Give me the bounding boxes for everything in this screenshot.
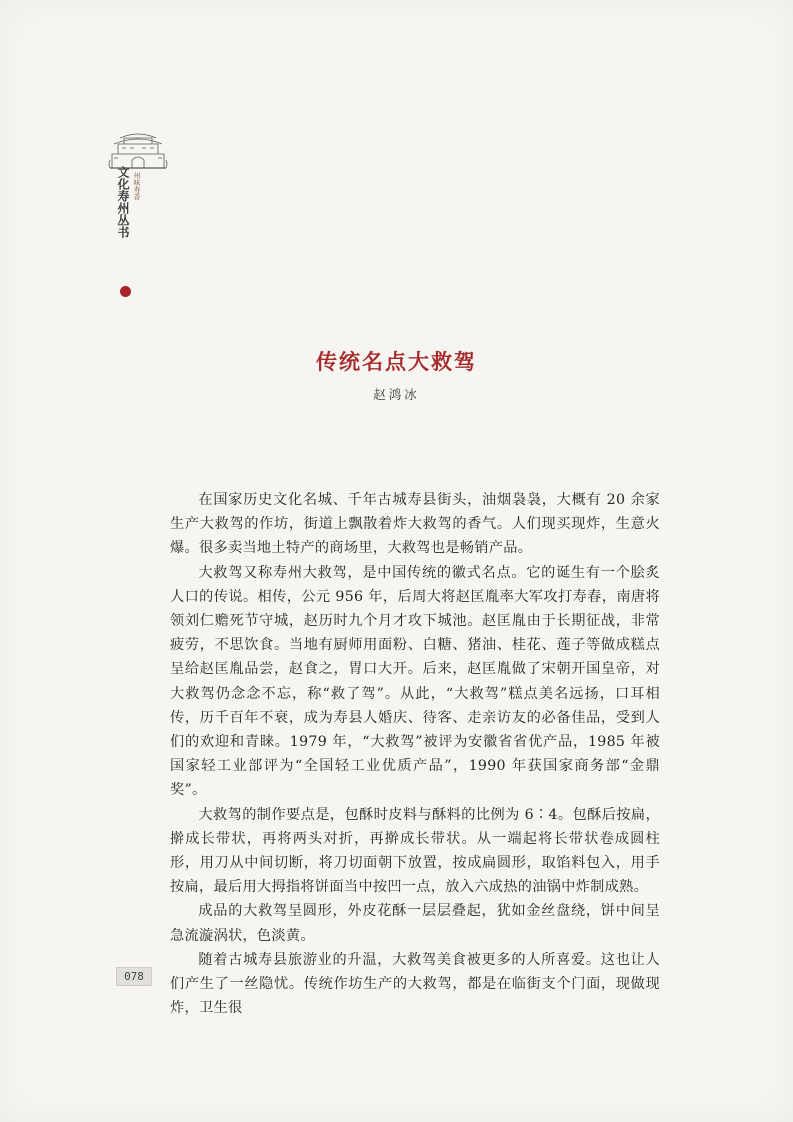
series-title: 文化寿州丛书 [116, 166, 130, 238]
article-title: 传统名点大救驾 [316, 350, 477, 374]
page-number: 078 [116, 967, 152, 986]
paragraph: 在国家历史文化名城、千年古城寿县街头，油烟袅袅，大概有 20 余家生产大救驾的作坊，街道上飘散着炸大救驾的香气。人们现买现炸，生意火爆。很多卖当地土特产的商场里，大救驾也是畅销产品。 [170, 492, 660, 557]
series-subtitle: 州味寿香 [133, 172, 141, 200]
article-author: 赵鸿冰 [373, 387, 420, 402]
article-body [170, 488, 660, 1020]
paragraph: 随着古城寿县旅游业的升温，大救驾美食被更多的人所喜爱。这也让人们产生了一丝隐忧。传统作坊生产的大救驾，都是在临街支个门面，现做现炸，卫生很 [170, 951, 660, 1017]
paragraph: 成品的大救驾呈圆形，外皮花酥一层层叠起，犹如金丝盘绕，饼中间呈急流漩涡状，色淡黄。 [170, 903, 660, 944]
paragraph: 大救驾又称寿州大救驾，是中国传统的徽式名点。它的诞生有一个脍炙人口的传说。相传，公元 956 年，后周大将赵匡胤率大军攻打寿春，南唐将领刘仁赡死节守城，赵历时九个月才攻下城池。赵匡胤由于长期征战，非常疲劳，不思饮食。当地有厨师用面粉、白糖、猪油、桂花、莲子等做成糕点呈给赵匡胤品尝，赵食之，胃口大开。后来，赵匡胤做了宋朝开国皇帝，对大救驾仍念念不忘，称“救了驾”。从此，“大救驾”糕点美名远扬，口耳相传，历千百年不衰，成为寿县人婚庆、待客、走亲访友的必备佳品，受到人们的欢迎和青睐。1979 年，“大救驾”被评为安徽省省优产品，1985 年被国家轻工业部评为“全国轻工业优质产品”，1990 年获国家商务部“金鼎奖”。 [170, 564, 660, 799]
red-seal-icon [120, 286, 131, 297]
paragraph: 大救驾的制作要点是，包酥时皮料与酥料的比例为 6∶4。包酥后按扁，擀成长带状，再将两头对折，再擀成长带状。从一端起将长带状卷成圆柱形，用刀从中间切断，将刀切面朝下放置，按成扁圆形，取馅料包入，用手按扁，最后用大拇指将饼面当中按凹一点，放入六成热的油锅中炸制成熟。 [170, 806, 660, 896]
